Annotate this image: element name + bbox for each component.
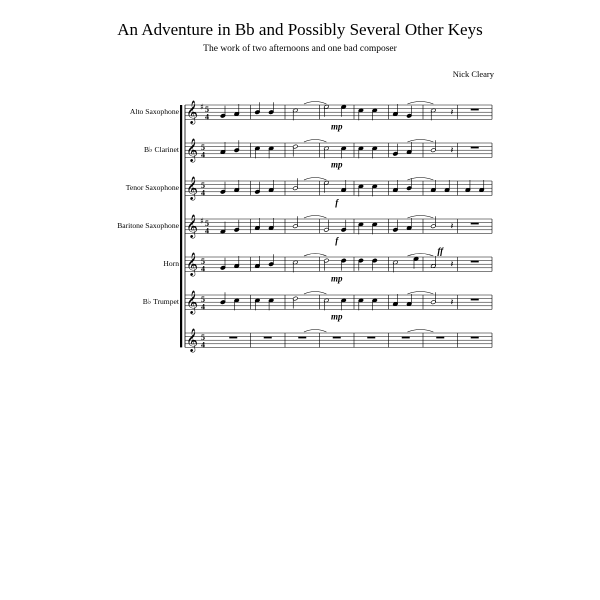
staff [143, 290, 492, 322]
tie-arc [407, 216, 433, 219]
time-signature-bottom: 4 [201, 302, 205, 312]
rest-icon: 𝄽 [450, 108, 454, 118]
treble-clef-icon: 𝄞 [186, 99, 198, 124]
time-signature-bottom: 4 [201, 264, 205, 274]
treble-clef-icon: 𝄞 [186, 327, 198, 352]
staff [163, 246, 492, 283]
time-signature-top: 5 [201, 181, 205, 190]
staff [130, 100, 492, 132]
instrument-label: B♭ Trumpet [142, 297, 179, 306]
treble-clef-icon: 𝄞 [186, 289, 198, 314]
time-signature-bottom: 4 [201, 188, 205, 198]
rest-icon: 𝄽 [450, 260, 454, 270]
whole-rest-icon [471, 337, 479, 339]
instrument-label: Tenor Saxophone [125, 183, 179, 192]
tie-arc [407, 102, 433, 105]
dynamic-marking: f [335, 235, 339, 246]
staff [144, 138, 492, 170]
dynamic-marking: mp [330, 159, 343, 170]
sharp-icon: ♯ [200, 102, 204, 112]
score-subtitle: The work of two afternoons and one bad composer [203, 44, 397, 54]
rest-icon: 𝄽 [450, 146, 454, 156]
dynamic-marking: f [335, 197, 339, 208]
tie-arc [304, 140, 326, 143]
dynamic-marking: mp [330, 273, 343, 284]
time-signature-top: 5 [201, 257, 205, 266]
tie-arc [304, 102, 326, 105]
time-signature-top: 5 [201, 143, 205, 152]
sharp-icon: ♯ [200, 216, 204, 226]
tie-arc [407, 140, 433, 143]
whole-rest-icon [402, 337, 410, 339]
tie-arc [407, 330, 433, 333]
rest-icon: 𝄽 [450, 298, 454, 308]
dynamic-marking: mp [330, 311, 343, 322]
staff [185, 328, 492, 353]
composer-name: Nick Cleary [452, 69, 494, 79]
rest-icon: 𝄽 [450, 222, 454, 232]
treble-clef-icon: 𝄞 [186, 251, 198, 276]
whole-rest-icon [264, 337, 272, 339]
tie-arc [304, 178, 326, 181]
whole-rest-icon [471, 261, 479, 263]
whole-rest-icon [471, 147, 479, 149]
time-signature-top: 5 [205, 219, 209, 228]
staff [117, 214, 492, 246]
whole-rest-icon [471, 223, 479, 225]
tie-arc [304, 330, 326, 333]
system-bracket [180, 105, 182, 347]
time-signature-top: 5 [201, 333, 205, 342]
score-title: An Adventure in Bb and Possibly Several Other Keys [117, 20, 483, 39]
whole-rest-icon [436, 337, 444, 339]
time-signature-top: 5 [201, 295, 205, 304]
treble-clef-icon: 𝄞 [186, 213, 198, 238]
time-signature-bottom: 4 [205, 112, 209, 122]
instrument-label: Baritone Saxophone [117, 221, 179, 230]
tie-arc [304, 292, 326, 295]
whole-rest-icon [367, 337, 375, 339]
tie-arc [304, 254, 326, 257]
instrument-label: B♭ Clarinet [143, 145, 179, 154]
score-system [117, 100, 492, 353]
tie-arc [407, 254, 433, 257]
dynamic-marking: mp [330, 121, 343, 132]
instrument-label: Horn [163, 259, 179, 268]
whole-rest-icon [229, 337, 237, 339]
time-signature-bottom: 4 [201, 340, 205, 350]
time-signature-bottom: 4 [205, 226, 209, 236]
treble-clef-icon: 𝄞 [186, 137, 198, 162]
tie-arc [304, 216, 326, 219]
instrument-label: Alto Saxophone [129, 107, 179, 116]
whole-rest-icon [298, 337, 306, 339]
time-signature-top: 5 [205, 105, 209, 114]
time-signature-bottom: 4 [201, 150, 205, 160]
whole-rest-icon [333, 337, 341, 339]
treble-clef-icon: 𝄞 [186, 175, 198, 200]
tie-arc [407, 292, 433, 295]
dynamic-marking: ff [437, 246, 444, 256]
whole-rest-icon [471, 109, 479, 111]
whole-rest-icon [471, 299, 479, 301]
